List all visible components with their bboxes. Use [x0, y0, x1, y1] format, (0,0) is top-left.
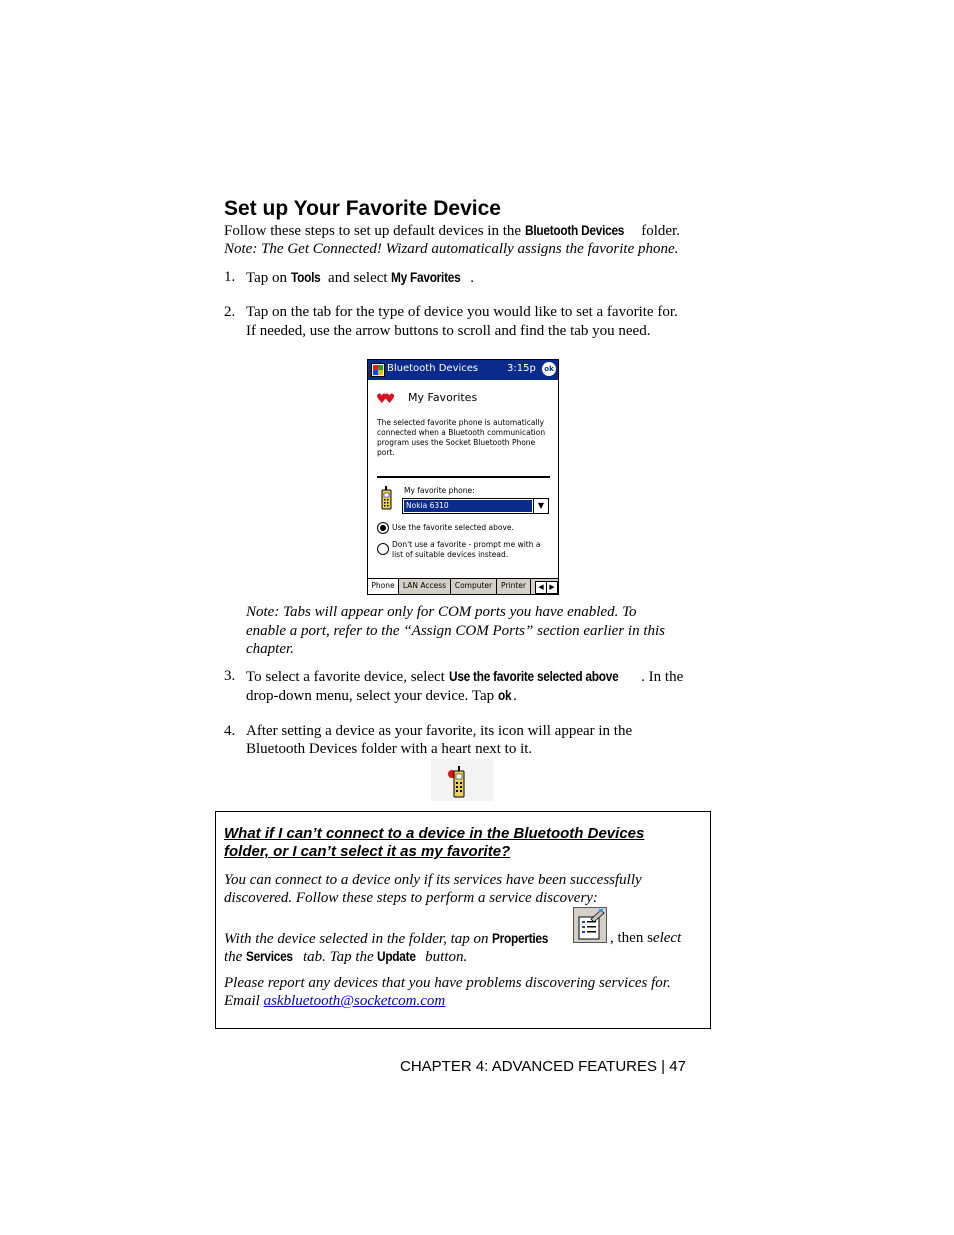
properties-icon — [573, 907, 607, 943]
tabs-note-line-2: enable a port, refer to the “Assign COM Ports” section earlier in this — [246, 623, 666, 639]
hearts-icon: ♥♥ — [376, 392, 392, 407]
step-1-text: Tap on Tools and select My Favorites . — [246, 270, 475, 286]
tabs-note-line-3: chapter. — [246, 641, 294, 657]
step-3-line-2: drop-down menu, select your device. Tap ok . — [246, 688, 517, 704]
tab-computer[interactable]: Computer — [451, 579, 497, 594]
scroll-left-icon[interactable]: ◀ — [535, 581, 547, 594]
ui-term-ok: ok — [497, 688, 512, 703]
divider — [377, 476, 550, 478]
radio-use-favorite[interactable] — [377, 522, 389, 534]
phone-icon — [381, 486, 392, 510]
dropdown-value: Nokia 6310 — [404, 500, 532, 512]
step-2-line-2: If needed, use the arrow buttons to scroll and find the tab you need. — [246, 323, 651, 339]
pda-title: Bluetooth Devices — [387, 363, 479, 374]
ui-term-my-favorites: My Favorites — [391, 270, 461, 285]
step-number: 3. — [224, 668, 236, 684]
favorite-phone-dropdown[interactable] — [402, 498, 549, 514]
chevron-down-icon[interactable]: ▼ — [533, 499, 548, 513]
radio-no-favorite[interactable] — [377, 543, 389, 555]
pda-screenshot — [367, 359, 559, 595]
favorite-device-icon — [431, 759, 493, 801]
pda-title-bar — [368, 360, 558, 380]
faq-p3-line-2: Email askbluetooth@socketcom.com — [224, 993, 446, 1009]
tab-phone[interactable]: Phone — [368, 579, 399, 594]
faq-p2-line-1: With the device selected in the folder, tap on Properties — [224, 931, 549, 947]
ok-button[interactable]: ok — [542, 362, 556, 376]
tabs-note-line-1: Note: Tabs will appear only for COM ports you have enabled. To — [246, 604, 637, 620]
faq-p3-line-1: Please report any devices that you have problems discovering services for. — [224, 975, 671, 991]
pda-tab-bar — [368, 578, 558, 595]
step-3-line-1: To select a favorite device, select Use the favorite selected above . In the — [246, 669, 684, 685]
email-link[interactable]: askbluetooth@socketcom.com — [263, 993, 446, 1009]
page-title: Set up Your Favorite Device — [224, 197, 501, 220]
faq-p1-line-1: You can connect to a device only if its services have been successfully — [224, 872, 642, 888]
tab-printer[interactable]: Printer — [497, 579, 531, 594]
step-4-line-2: Bluetooth Devices folder with a heart next to it. — [246, 741, 533, 757]
ui-term-use-favorite: Use the favorite selected above — [448, 669, 619, 684]
page-footer: CHAPTER 4: ADVANCED FEATURES | 47 — [400, 1058, 686, 1075]
option-no-favorite-label: Don't use a favorite - prompt me with a list of suitable devices instead. — [392, 540, 541, 559]
option-use-favorite-label: Use the favorite selected above. — [392, 523, 514, 532]
ui-term-services: Services — [246, 949, 293, 964]
pda-section-title: My Favorites — [408, 391, 478, 404]
wizard-note: Note: The Get Connected! Wizard automatically assigns the favorite phone. — [224, 241, 679, 257]
intro-paragraph: Follow these steps to set up default devices in the Bluetooth Devices folder. — [224, 223, 680, 239]
favorite-phone-label: My favorite phone: — [404, 486, 475, 495]
step-number: 1. — [224, 269, 236, 285]
step-2-line-1: Tap on the tab for the type of device you would like to set a favorite for. — [246, 304, 678, 320]
faq-p2-line-2: the Services tab. Tap the Update button. — [224, 949, 468, 965]
faq-p1-line-2: discovered. Follow these steps to perform a service discovery: — [224, 890, 598, 906]
step-number: 4. — [224, 723, 236, 739]
ui-term-tools: Tools — [290, 270, 321, 285]
favorite-phone-icon — [431, 759, 493, 801]
step-number: 2. — [224, 304, 236, 320]
ui-term-update: Update — [377, 949, 417, 964]
pda-clock: 3:15p — [507, 363, 536, 374]
tab-lan-access[interactable]: LAN Access — [399, 579, 451, 594]
pda-description: The selected favorite phone is automatically connected when a Bluetooth communication program uses the Socket Bluetooth Phone port. — [377, 418, 546, 457]
windows-start-icon[interactable] — [371, 363, 385, 377]
scroll-right-icon[interactable]: ▶ — [546, 581, 558, 594]
faq-question: What if I can’t connect to a device in the Bluetooth Devices folder, or I can’t select it as my favorite? — [224, 825, 645, 860]
faq-p2-line-1-end: , then select — [610, 930, 682, 946]
ui-term-bluetooth-devices: Bluetooth Devices — [524, 223, 624, 238]
ui-term-properties: Properties — [492, 931, 549, 946]
step-4-line-1: After setting a device as your favorite, its icon will appear in the — [246, 723, 633, 739]
